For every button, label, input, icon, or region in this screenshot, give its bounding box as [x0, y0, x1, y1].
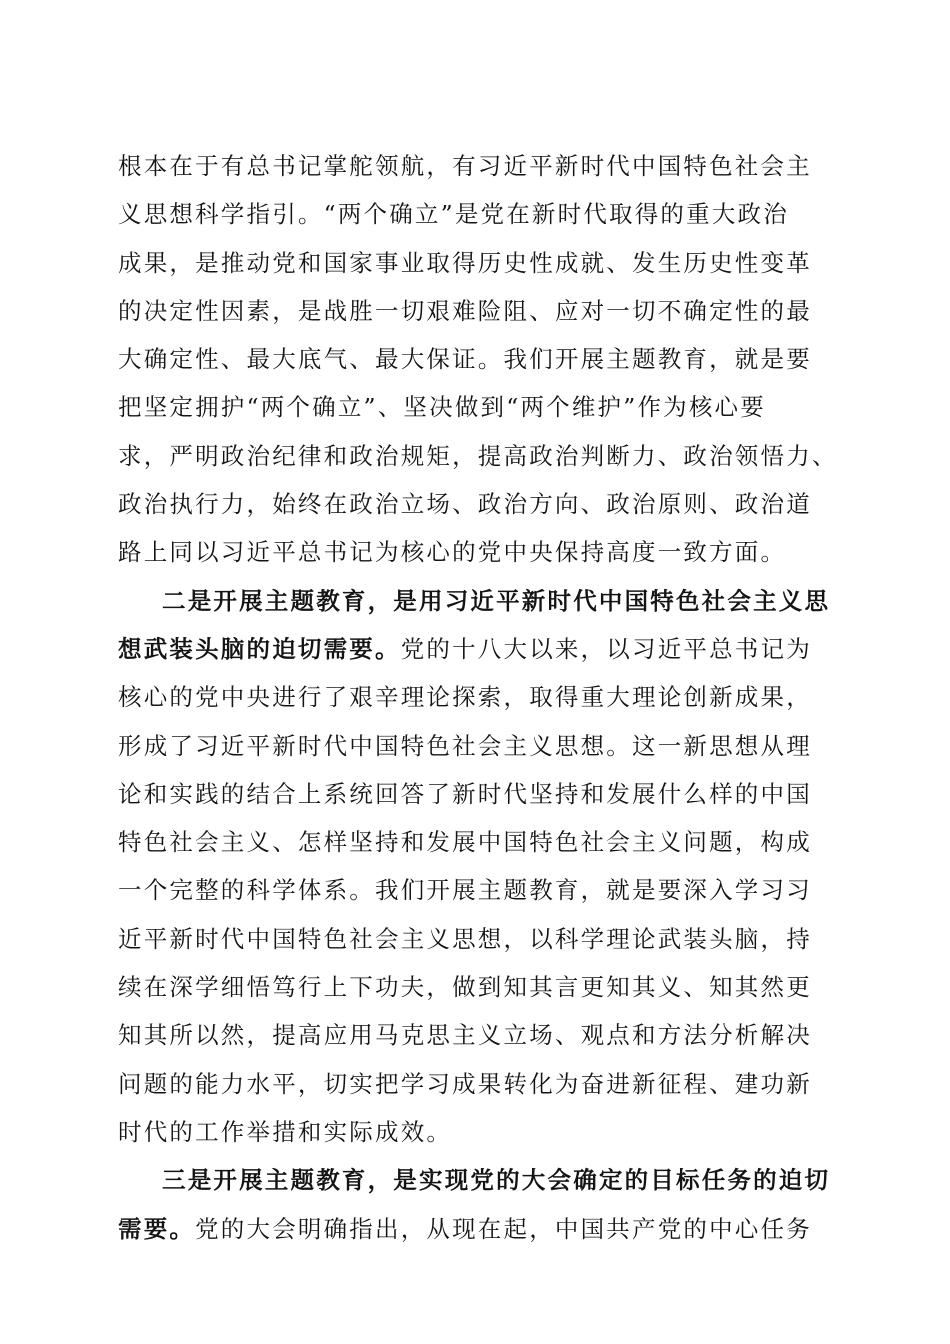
text-line: 的决定性因素，是战胜一切艰难险阻、应对一切不确定性的最 [118, 296, 812, 325]
text-line: 知其所以然，提高应用马克思主义立场、观点和方法分析解决 [118, 1021, 812, 1050]
text-line [118, 577, 838, 625]
text-line: 核心的党中央进行了艰辛理论探索，取得重大理论创新成果， [118, 683, 812, 712]
text-line [118, 625, 838, 673]
text-line: 一个完整的科学体系。我们开展主题教育，就是要深入学习习 [118, 876, 812, 905]
text-line: 时代的工作举措和实际成效。 [118, 1117, 453, 1146]
text-line: 路上同以习近平总书记为核心的党中央保持高度一致方面。 [118, 538, 787, 567]
document-body [118, 142, 838, 1253]
paragraph-3 [118, 1156, 838, 1253]
text-line [118, 1205, 838, 1253]
paragraph-1 [118, 142, 838, 577]
text-line: 近平新时代中国特色社会主义思想，以科学理论武装头脑，持 [118, 924, 812, 953]
text-line: 形成了习近平新时代中国特色社会主义思想。这一新思想从理 [118, 731, 812, 760]
text-line: 义思想科学指引。“两个确立”是党在新时代取得的重大政治 [118, 200, 789, 229]
paragraph-heading-end: 想武装头脑的迫切需要。 [118, 634, 401, 663]
text-line: 问题的能力水平，切实把学习成果转化为奋进新征程、建功新 [118, 1069, 812, 1098]
text-line: 论和实践的结合上系统回答了新时代坚持和发展什么样的中国 [118, 779, 812, 808]
text-run: 党的大会明确指出，从现在起，中国共产党的中心任务 [195, 1214, 812, 1243]
text-line: 政治执行力，始终在政治立场、政治方向、政治原则、政治道 [118, 490, 812, 519]
text-line: 特色社会主义、怎样坚持和发展中国特色社会主义问题，构成 [118, 828, 812, 857]
text-line: 成果，是推动党和国家事业取得历史性成就、发生历史性变革 [118, 248, 812, 277]
text-line: 根本在于有总书记掌舵领航，有习近平新时代中国特色社会主 [118, 152, 812, 180]
paragraph-2 [118, 577, 838, 1157]
text-line: 求，严明政治纪律和政治规矩，提高政治判断力、政治领悟力、 [118, 441, 838, 470]
text-line: 大确定性、最大底气、最大保证。我们开展主题教育，就是要 [118, 345, 812, 374]
paragraph-heading: 三是开展主题教育，是实现党的大会确定的目标任务的迫切 [162, 1166, 831, 1195]
text-run: 党的十八大以来，以习近平总书记为 [400, 634, 812, 663]
text-line: 续在深学细悟笃行上下功夫，做到知其言更知其义、知其然更 [118, 973, 812, 1002]
text-line [118, 1156, 838, 1204]
text-line: 把坚定拥护“两个确立”、坚决做到“两个维护”作为核心要 [118, 393, 766, 422]
paragraph-heading-end: 需要。 [118, 1214, 196, 1243]
paragraph-heading: 二是开展主题教育，是用习近平新时代中国特色社会主义思 [162, 586, 831, 615]
